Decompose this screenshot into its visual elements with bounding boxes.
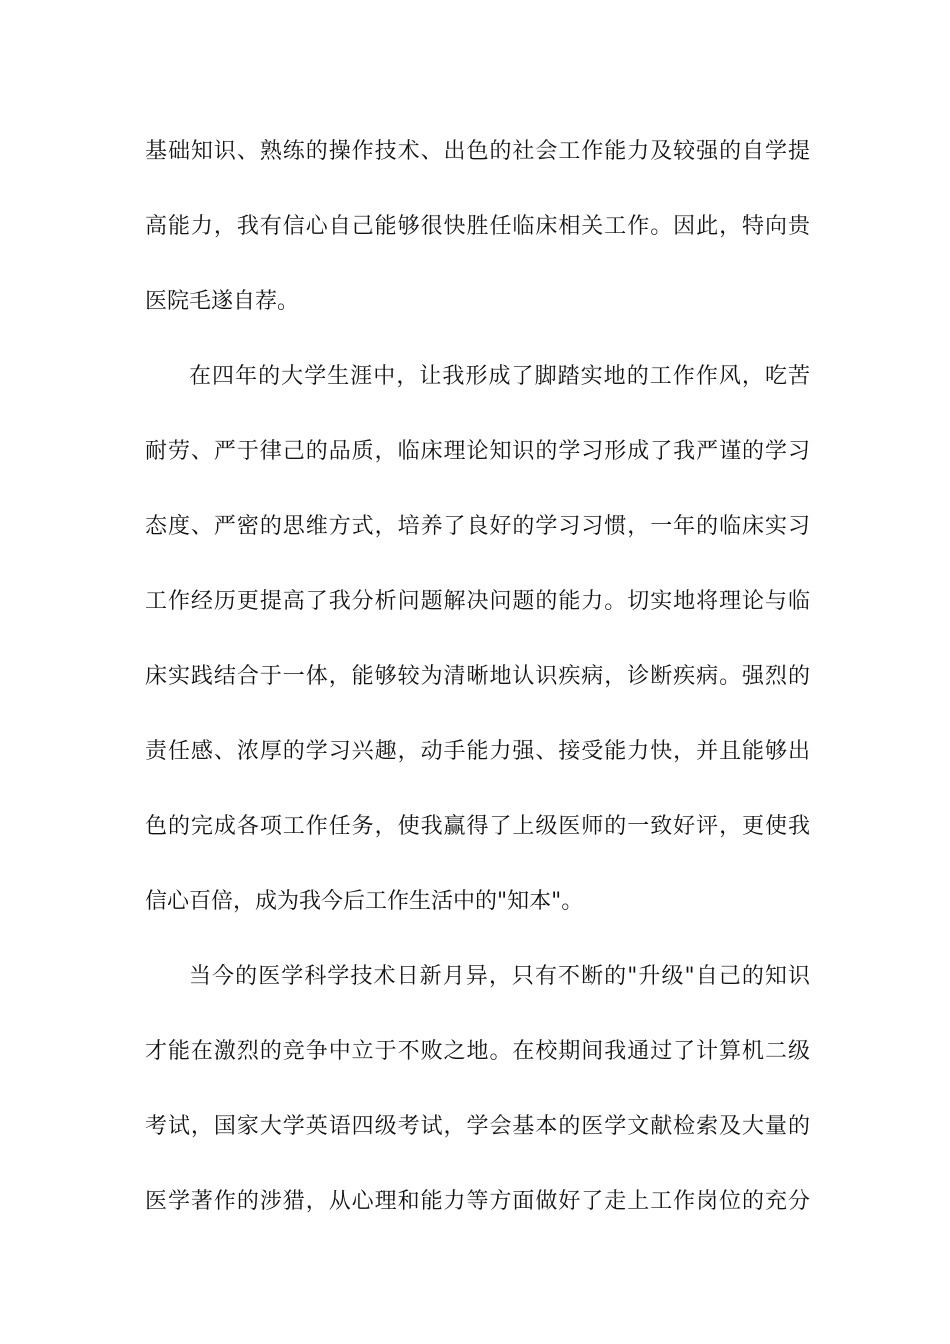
text-line: 工作经历更提高了我分析问题解决问题的能力。切实地将理论与临: [145, 589, 810, 614]
text-line: 才能在激烈的竞争中立于不败之地。在校期间我通过了计算机二级: [145, 1039, 810, 1064]
text-line: 医学著作的涉猎，从心理和能力等方面做好了走上工作岗位的充分: [145, 1189, 810, 1214]
paragraph-first-line: 当今的医学科学技术日新月异，只有不断的"升级"自己的知识: [189, 964, 810, 989]
text-line: 色的完成各项工作任务，使我赢得了上级医师的一致好评，更使我: [145, 814, 810, 839]
text-line: 考试，国家大学英语四级考试，学会基本的医学文献检索及大量的: [145, 1114, 810, 1139]
text-line: 高能力，我有信心自己能够很快胜任临床相关工作。因此，特向贵: [145, 214, 810, 239]
paragraph-first-line: 在四年的大学生涯中，让我形成了脚踏实地的工作作风，吃苦: [189, 364, 810, 389]
text-line: 耐劳、严于律己的品质，临床理论知识的学习形成了我严谨的学习: [145, 439, 810, 464]
text-line: 信心百倍，成为我今后工作生活中的"知本"。: [145, 889, 584, 914]
text-line: 床实践结合于一体，能够较为清晰地认识疾病，诊断疾病。强烈的: [145, 664, 810, 689]
text-line: 态度、严密的思维方式，培养了良好的学习习惯，一年的临床实习: [145, 514, 810, 539]
text-line: 基础知识、熟练的操作技术、出色的社会工作能力及较强的自学提: [145, 139, 810, 164]
text-line: 责任感、浓厚的学习兴趣，动手能力强、接受能力快，并且能够出: [145, 739, 810, 764]
text-line: 医院毛遂自荐。: [145, 289, 300, 314]
